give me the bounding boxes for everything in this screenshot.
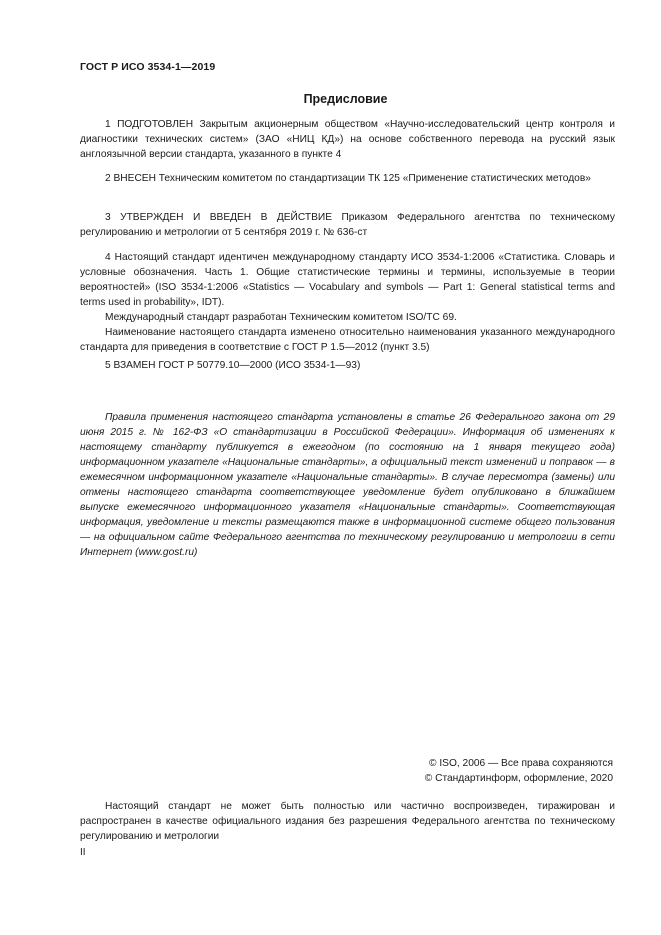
document-code-header: ГОСТ Р ИСО 3534-1—2019	[80, 61, 216, 73]
item-3-text: 3 УТВЕРЖДЕН И ВВЕДЕН В ДЕЙСТВИЕ Приказом Федерального агентства по техническому регулированию и метрологии от 5 сентября 2019 г. № 636-ст	[80, 212, 615, 238]
page-title-text: Предисловие	[303, 92, 388, 106]
reproduction-notice-text: Настоящий стандарт не может быть полностью или частично воспроизведен, тиражирован и распространен в качестве официального издания без разрешения Федерального агентства по техническому регулированию и метрологии	[80, 801, 615, 842]
copyright-iso: © ISO, 2006 — Все права сохраняются	[429, 758, 613, 769]
item-2-text: 2 ВНЕСЕН Техническим комитетом по стандартизации ТК 125 «Применение статистических методов»	[105, 173, 591, 184]
item-5-replaces	[80, 358, 615, 373]
page-title	[0, 92, 661, 106]
copyright-standartinform: © Стандартинформ, оформление, 2020	[424, 773, 613, 784]
item-4-text: 4 Настоящий стандарт идентичен международному стандарту ИСО 3534-1:2006 «Статистика. Словарь и условные обозначения. Часть 1. Общие статистические термины и термины, используемые в теории вероятностей» (ISO 3534-1:2006 «Statistics — Vocabulary and symbols — Part 1: General statistical terms and terms used in probability», IDT).	[80, 252, 615, 308]
rules-notice	[80, 410, 615, 560]
item-3-approved	[80, 210, 615, 240]
reproduction-notice	[80, 799, 615, 844]
rules-notice-text: Правила применения настоящего стандарта установлены в статье 26 Федерального закона от 29 июня 2015 г. № 162-ФЗ «О стандартизации в Российской Федерации». Информация об изменениях к настоящему стандарту публикуется в ежегодном (по состоянию на 1 января текущего года) информационном указателе «Национальные стандарты», а официальный текст изменений и поправок — в ежемесячном информационном указателе «Национальные стандарты». В случае пересмотра (замены) или отмены настоящего стандарта соответствующее уведомление будет опубликовано в ближайшем выпуске ежемесячного информационного указателя «Национальные стандарты». Соответствующая информация, уведомление и тексты размещаются также в информационной системе общего пользования — на официальном сайте Федерального агентства по техническому регулированию и метрологии в сети Интернет (www.gost.ru)	[80, 412, 615, 558]
item-1-text: 1 ПОДГОТОВЛЕН Закрытым акционерным обществом «Научно-исследовательский центр контроля и диагностики технических систем» (ЗАО «НИЦ КД») на основе собственного перевода на русский язык англоязычной версии стандарта, указанного в пункте 4	[80, 119, 615, 160]
item-2-introduced	[80, 171, 615, 186]
item-5-text: 5 ВЗАМЕН ГОСТ Р 50779.10—2000 (ИСО 3534-1—93)	[105, 360, 361, 371]
page-number: II	[80, 847, 86, 858]
item-4-identical	[80, 250, 615, 355]
item-1-prepared	[80, 117, 615, 162]
copyright-block	[80, 756, 613, 786]
item-4-name-change-text: Наименование настоящего стандарта изменено относительно наименования указанного международного стандарта для приведения в соответствие с ГОСТ Р 1.5—2012 (пункт 3.5)	[80, 327, 615, 353]
item-4-committee-text: Международный стандарт разработан Техническим комитетом ISO/TC 69.	[105, 312, 457, 323]
